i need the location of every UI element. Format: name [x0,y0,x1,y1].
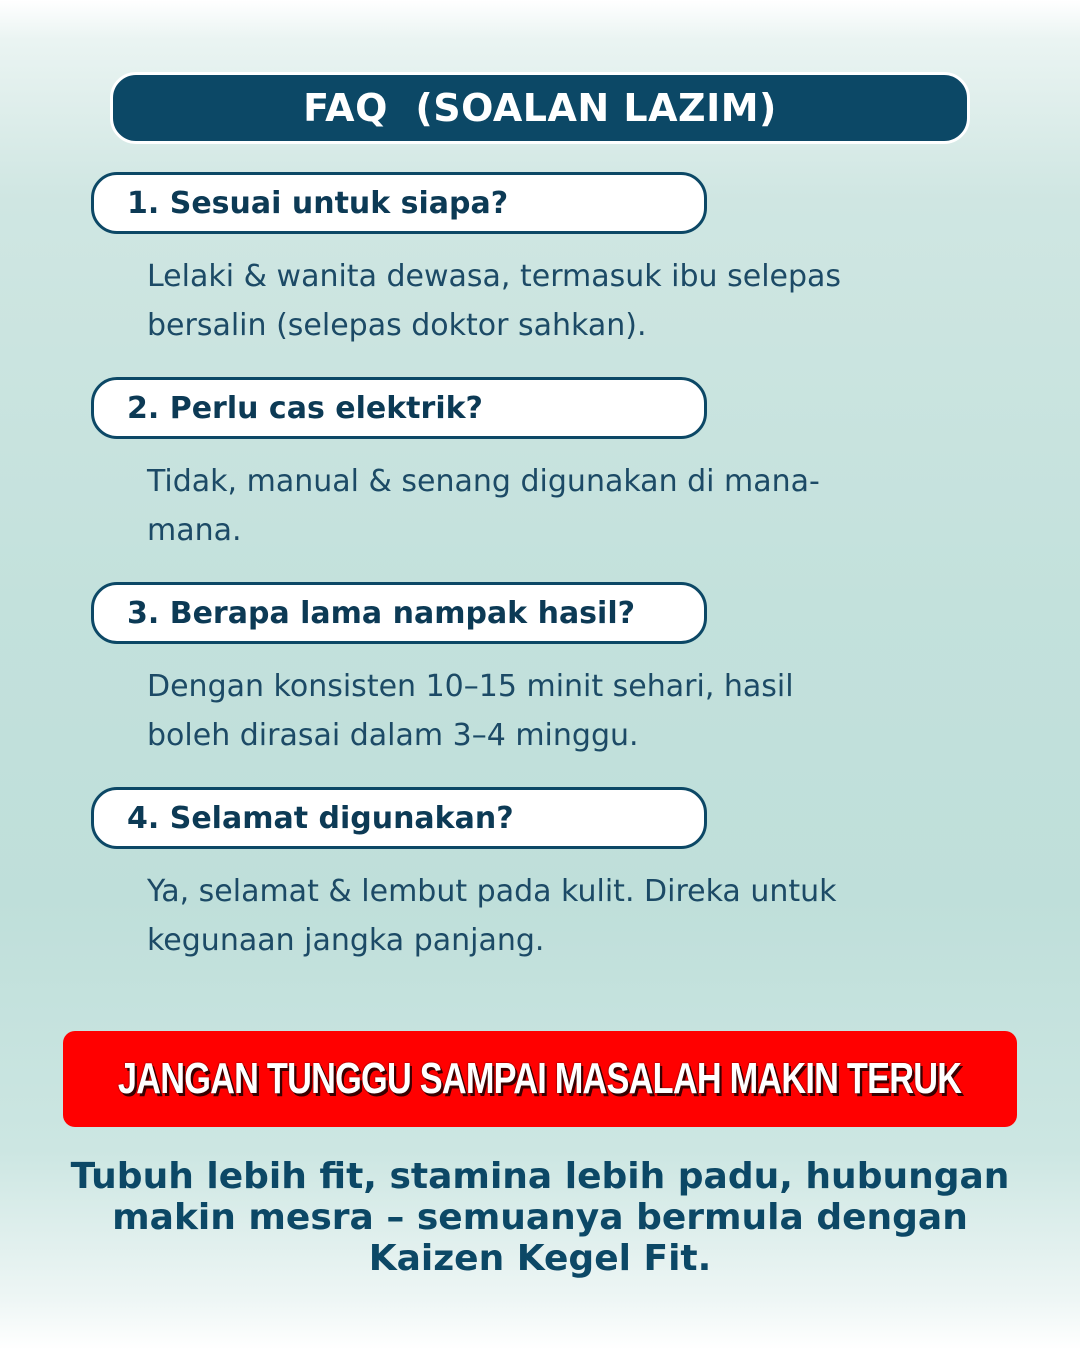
faq-question-pill[interactable] [91,787,707,849]
cta-label: JANGAN TUNGGU SAMPAI MASALAH MAKIN TERUK [118,1054,962,1103]
faq-answer: Tidak, manual & senang digunakan di mana-mana. [147,464,820,548]
faq-answer: Ya, selamat & lembut pada kulit. Direka untuk kegunaan jangka panjang. [147,874,837,958]
faq-question: 4. Selamat digunakan? [127,800,514,836]
faq-item-1 [91,172,871,350]
faq-item-2 [91,377,871,555]
faq-answer: Lelaki & wanita dewasa, termasuk ibu selepas bersalin (selepas doktor sahkan). [147,259,842,343]
cta-banner[interactable] [63,1031,1017,1127]
faq-title: FAQ (SOALAN LAZIM) [303,86,777,130]
faq-question: 1. Sesuai untuk siapa? [127,185,509,221]
faq-question: 2. Perlu cas elektrik? [127,390,483,426]
faq-title-banner [110,72,970,144]
faq-item-4 [91,787,871,965]
faq-question-pill[interactable] [91,377,707,439]
faq-item-3 [91,582,871,760]
faq-question-pill[interactable] [91,582,707,644]
faq-question-pill[interactable] [91,172,707,234]
faq-question: 3. Berapa lama nampak hasil? [127,595,636,631]
closing-tagline: Tubuh lebih fit, stamina lebih padu, hubungan makin mesra – semuanya bermula dengan Kaizen Kegel Fit. [70,1156,1010,1279]
faq-answer: Dengan konsisten 10–15 minit sehari, hasil boleh dirasai dalam 3–4 minggu. [147,669,794,753]
